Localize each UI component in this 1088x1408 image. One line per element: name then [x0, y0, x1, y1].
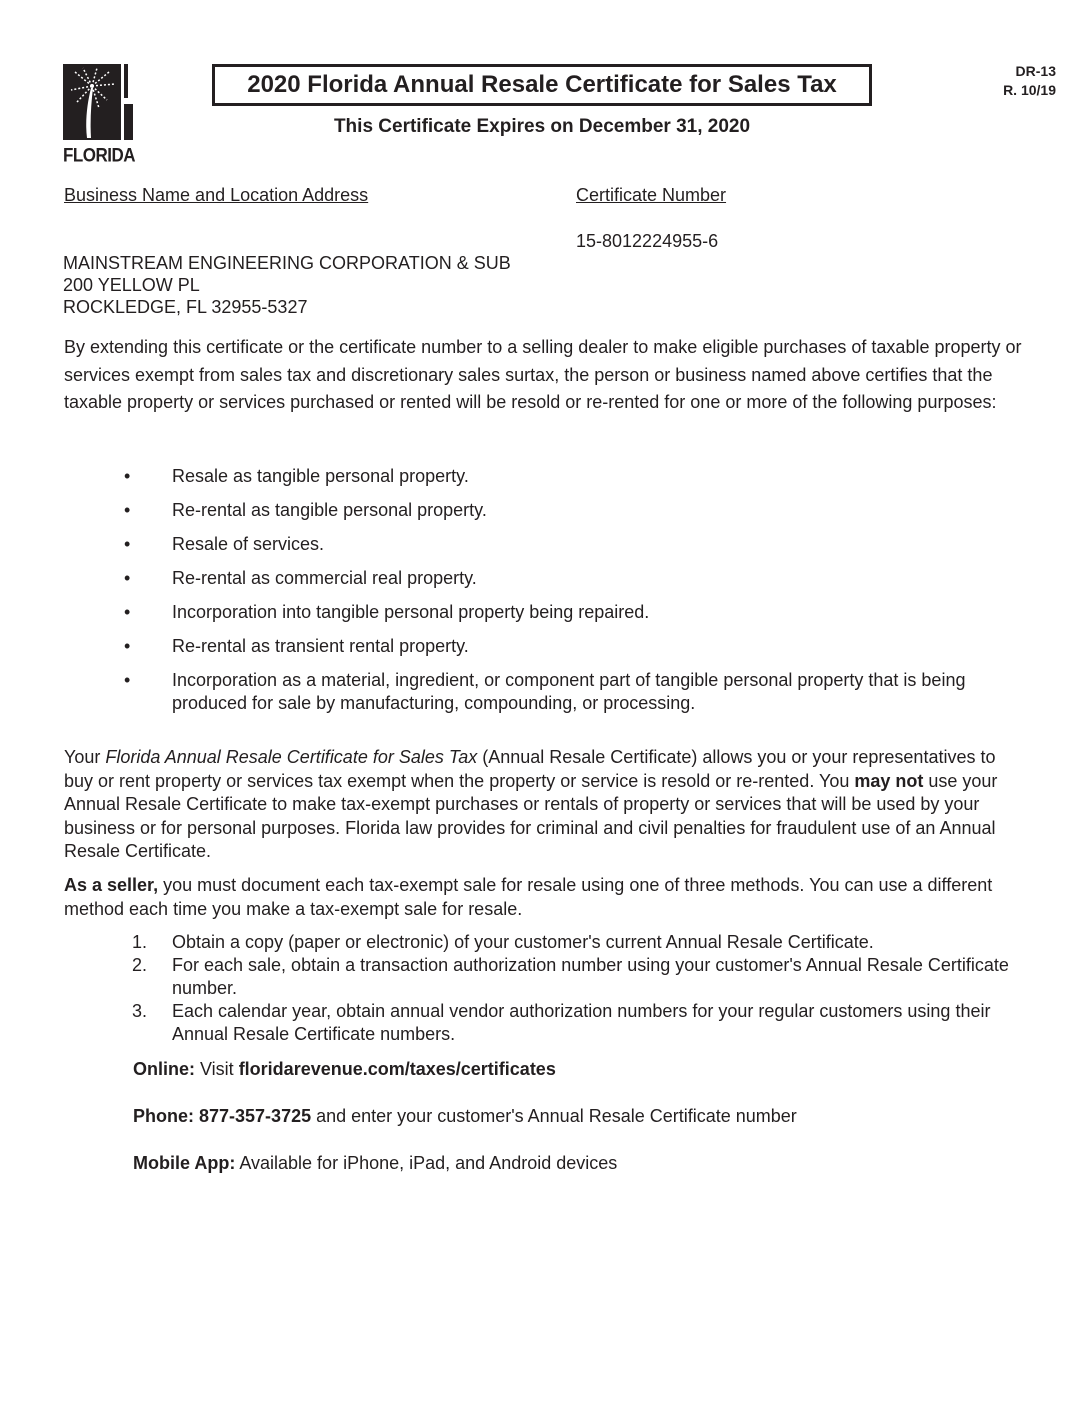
- purposes-list: [124, 465, 1024, 726]
- method-number: 1.: [132, 932, 148, 952]
- palm-tree-icon: [63, 64, 121, 140]
- business-city-state-zip: ROCKLEDGE, FL 32955-5327: [63, 297, 308, 317]
- bullet-icon: •: [124, 466, 131, 486]
- certificate-number-label: Certificate Number: [576, 185, 727, 205]
- bullet-icon: •: [124, 568, 131, 588]
- method-item: 2. For each sale, obtain a transaction authorization number using your customer's Annual Resale Certificate number.: [132, 955, 1009, 998]
- may-not-emphasis: may not: [854, 770, 924, 791]
- business-street: 200 YELLOW PL: [63, 275, 200, 295]
- form-number: DR-13: [1015, 63, 1056, 79]
- purpose-item: • Incorporation into tangible personal property being repaired.: [124, 602, 650, 622]
- phone-number: 877-357-3725: [194, 1106, 312, 1126]
- business-name: MAINSTREAM ENGINEERING CORPORATION & SUB: [63, 253, 511, 273]
- purpose-item: • Re-rental as tangible personal property.: [124, 500, 487, 520]
- business-address-label: Business Name and Location Address: [64, 185, 369, 205]
- bullet-icon: •: [124, 670, 131, 690]
- website-link[interactable]: floridarevenue.com/taxes/certificates: [238, 1059, 556, 1079]
- logo-bar: [124, 64, 128, 98]
- method-number: 3.: [132, 1001, 148, 1021]
- intro-paragraph: By extending this certificate or the certificate number to a selling dealer to make eligible purchases of taxable property or services exempt from sales tax and discretionary sales surtax, the person or business named above certifies that the taxable property or services purchased or rented will be resold or re-rented for one or more of the following purposes:: [64, 337, 1022, 412]
- purpose-item: • Resale of services.: [124, 534, 325, 554]
- form-revision: R. 10/19: [1003, 82, 1056, 98]
- contact-online: Online: Visit floridarevenue.com/taxes/certificates: [133, 1059, 556, 1079]
- form-identifier: [1003, 62, 1056, 100]
- seller-paragraph: As a seller, you must document each tax-exempt sale for resale using one of three methods. You can use a different method each time you make a tax-exempt sale for resale.: [64, 875, 993, 919]
- method-item: 3. Each calendar year, obtain annual vendor authorization numbers for your regular customers using their Annual Resale Certificate numbers.: [132, 1001, 991, 1044]
- certificate-title: 2020 Florida Annual Resale Certificate for Sales Tax: [212, 64, 872, 106]
- bullet-icon: •: [124, 602, 131, 622]
- certificate-title-italic: Florida Annual Resale Certificate for Sales Tax: [105, 747, 478, 767]
- expiration-notice: This Certificate Expires on December 31, 2020: [333, 116, 751, 137]
- purpose-item: • Re-rental as transient rental property.: [124, 636, 469, 656]
- purpose-item: • Resale as tangible personal property.: [124, 466, 469, 486]
- purpose-item: • Re-rental as commercial real property.: [124, 568, 477, 588]
- method-number: 2.: [132, 955, 148, 975]
- logo-text: FLORIDA: [63, 144, 136, 166]
- logo-bar: [124, 104, 133, 140]
- certificate-number: 15-8012224955-6: [576, 231, 719, 251]
- purpose-item: • Incorporation as a material, ingredient, or component part of tangible personal property that is being produced for sale by manufacturing, compounding, or processing.: [124, 670, 966, 713]
- florida-logo: [63, 62, 135, 164]
- usage-paragraph: Your Florida Annual Resale Certificate for Sales Tax (Annual Resale Certificate) allows you or your representatives to buy or rent property or services tax exempt when the property or service is resold or re-rented. You may not use your Annual Resale Certificate to make tax-exempt purchases or rentals of property or services that will be used by your business or for personal purposes. Florida law provides for criminal and civil penalties for fraudulent use of an Annual Resale Certificate.: [64, 747, 998, 862]
- bullet-icon: •: [124, 534, 131, 554]
- contact-mobile-app: Mobile App: Available for iPhone, iPad, and Android devices: [133, 1153, 618, 1173]
- seller-emphasis: As a seller,: [64, 875, 159, 895]
- method-item: 1. Obtain a copy (paper or electronic) of your customer's current Annual Resale Certificate.: [132, 932, 874, 952]
- bullet-icon: •: [124, 500, 131, 520]
- bullet-icon: •: [124, 636, 131, 656]
- methods-list: [132, 931, 1032, 1046]
- business-address: [63, 252, 511, 318]
- contact-phone: Phone: 877-357-3725 and enter your customer's Annual Resale Certificate number: [133, 1106, 797, 1126]
